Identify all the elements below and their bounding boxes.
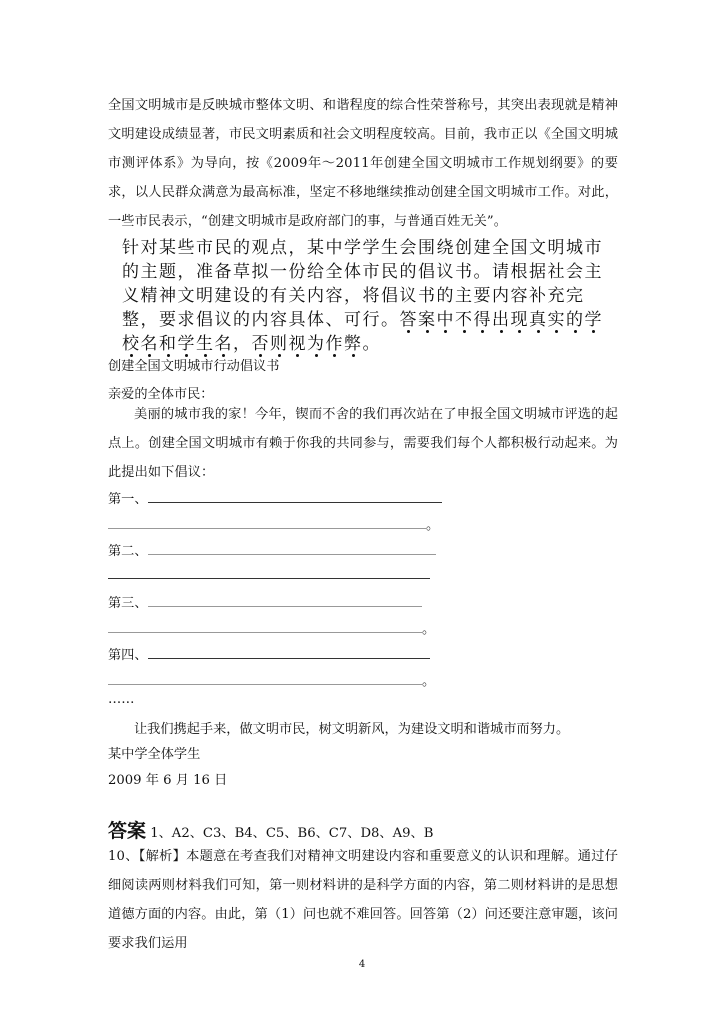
- dotted-char: 校: [122, 334, 141, 354]
- analysis-tag: 【解析】: [138, 849, 187, 864]
- analysis-text: 本题意在考查我们对精神文明建设内容和重要意义的认识和理解。通过仔细阅读两则材料我们可知，第一则材料讲的是科学方面的内容，第二则材料讲的是思想道德方面的内容。由此，第（1）问也就不难回答。回答第（2）问还要注意审题，该问要求我们运用: [108, 849, 618, 951]
- dotted-char: 出: [492, 310, 511, 330]
- item-1-end: 。: [426, 518, 440, 533]
- answer-line: [108, 816, 433, 843]
- item-3-blank[interactable]: [148, 594, 422, 607]
- item-2-blank[interactable]: [148, 542, 436, 555]
- letter-greeting: 亲爱的全体市民：: [108, 387, 214, 402]
- dotted-char: 则: [270, 334, 289, 354]
- dotted-char: 生: [196, 334, 215, 354]
- answer-list: 1、A2、C3、B4、C5、B6、C7、D8、A9、B: [150, 826, 434, 841]
- item-3-line: [108, 592, 422, 611]
- dotted-char: 学: [177, 334, 196, 354]
- letter-title: 创建全国文明城市行动倡议书: [108, 359, 280, 374]
- dotted-char: 现: [510, 310, 529, 330]
- item-1-blank[interactable]: [148, 490, 442, 503]
- dotted-char: 视: [288, 334, 307, 354]
- dotted-char: 学: [584, 310, 603, 330]
- page-number: 4: [358, 959, 366, 970]
- dotted-char: 名: [214, 334, 233, 354]
- dotted-char: 和: [159, 334, 178, 354]
- item-4-blank-2[interactable]: [108, 672, 422, 685]
- dotted-char: 弊: [344, 334, 363, 354]
- item-4-continuation: [108, 670, 435, 689]
- letter-signature: 某中学全体学生: [108, 747, 201, 762]
- item-2-line: [108, 540, 436, 559]
- analysis-paragraph: [108, 842, 618, 958]
- dotted-char: 的: [566, 310, 585, 330]
- analysis-prefix: 10、: [108, 849, 139, 864]
- item-1-blank-2[interactable]: [108, 516, 426, 529]
- task-text: 针对某些市民的观点，某中学学生会围绕创建全国文明城市的主题，准备草拟一份给全体市民的倡议书。请根据社会主义精神文明建设的有关内容，将倡议书的主要内容补充完整，要求倡议的内容具体、可行。: [122, 238, 603, 330]
- item-3-end: 。: [422, 622, 436, 637]
- dotted-char: 真: [529, 310, 548, 330]
- item-2-label: 第二、: [108, 544, 148, 559]
- dotted-char: 中: [436, 310, 455, 330]
- answer-label: 答案: [108, 820, 147, 842]
- dotted-char: 不: [455, 310, 474, 330]
- item-3-label: 第三、: [108, 596, 148, 611]
- letter-date: 2009 年 6 月 16 日: [108, 773, 228, 788]
- item-1-label: 第一、: [108, 492, 148, 507]
- item-4-end: 。: [422, 674, 436, 689]
- dotted-char: 为: [307, 334, 326, 354]
- intro-paragraph: 全国文明城市是反映城市整体文明、和谐程度的综合性荣誉称号，其突出表现就是精神文明建设成绩显著，市民文明素质和社会文明程度较高。目前，我市正以《全国文明城市测评体系》为导向，按《2009年～2011年创建全国文明城市工作规划纲要》的要求，以人民群众满意为最高标准，坚定不移地继续推动创建全国文明城市工作。对此，一些市民表示，“创建文明城市是政府部门的事，与普通百姓无关”。: [108, 98, 618, 229]
- item-4-label: 第四、: [108, 648, 148, 663]
- letter-body: 美丽的城市我的家！今年，锲而不舍的我们再次站在了申报全国文明城市评选的起点上。创建全国文明城市有赖于你我的共同参与，需要我们每个人都积极行动起来。为此提出如下倡议：: [108, 407, 618, 480]
- dotted-char: 。: [362, 334, 381, 354]
- item-4-blank[interactable]: [148, 646, 430, 659]
- dotted-char: 名: [140, 334, 159, 354]
- letter-closing: 让我们携起手来，做文明市民，树文明新风，为建设文明和谐城市而努力。: [134, 722, 570, 737]
- item-1-line: [108, 488, 442, 507]
- dotted-char: 案: [418, 310, 437, 330]
- dotted-char: 否: [251, 334, 270, 354]
- item-1-continuation: [108, 514, 439, 533]
- task-prompt: [122, 236, 604, 356]
- ellipsis: ……: [108, 692, 135, 707]
- dotted-char: 得: [473, 310, 492, 330]
- item-3-continuation: [108, 618, 435, 637]
- dotted-char: 答: [399, 310, 418, 330]
- item-2-blank-2[interactable]: [108, 566, 430, 579]
- dotted-char: 实: [547, 310, 566, 330]
- dotted-char: ，: [233, 334, 252, 354]
- item-3-blank-2[interactable]: [108, 620, 422, 633]
- item-2-continuation: [108, 566, 430, 583]
- dotted-char: 作: [325, 334, 344, 354]
- item-4-line: [108, 644, 430, 663]
